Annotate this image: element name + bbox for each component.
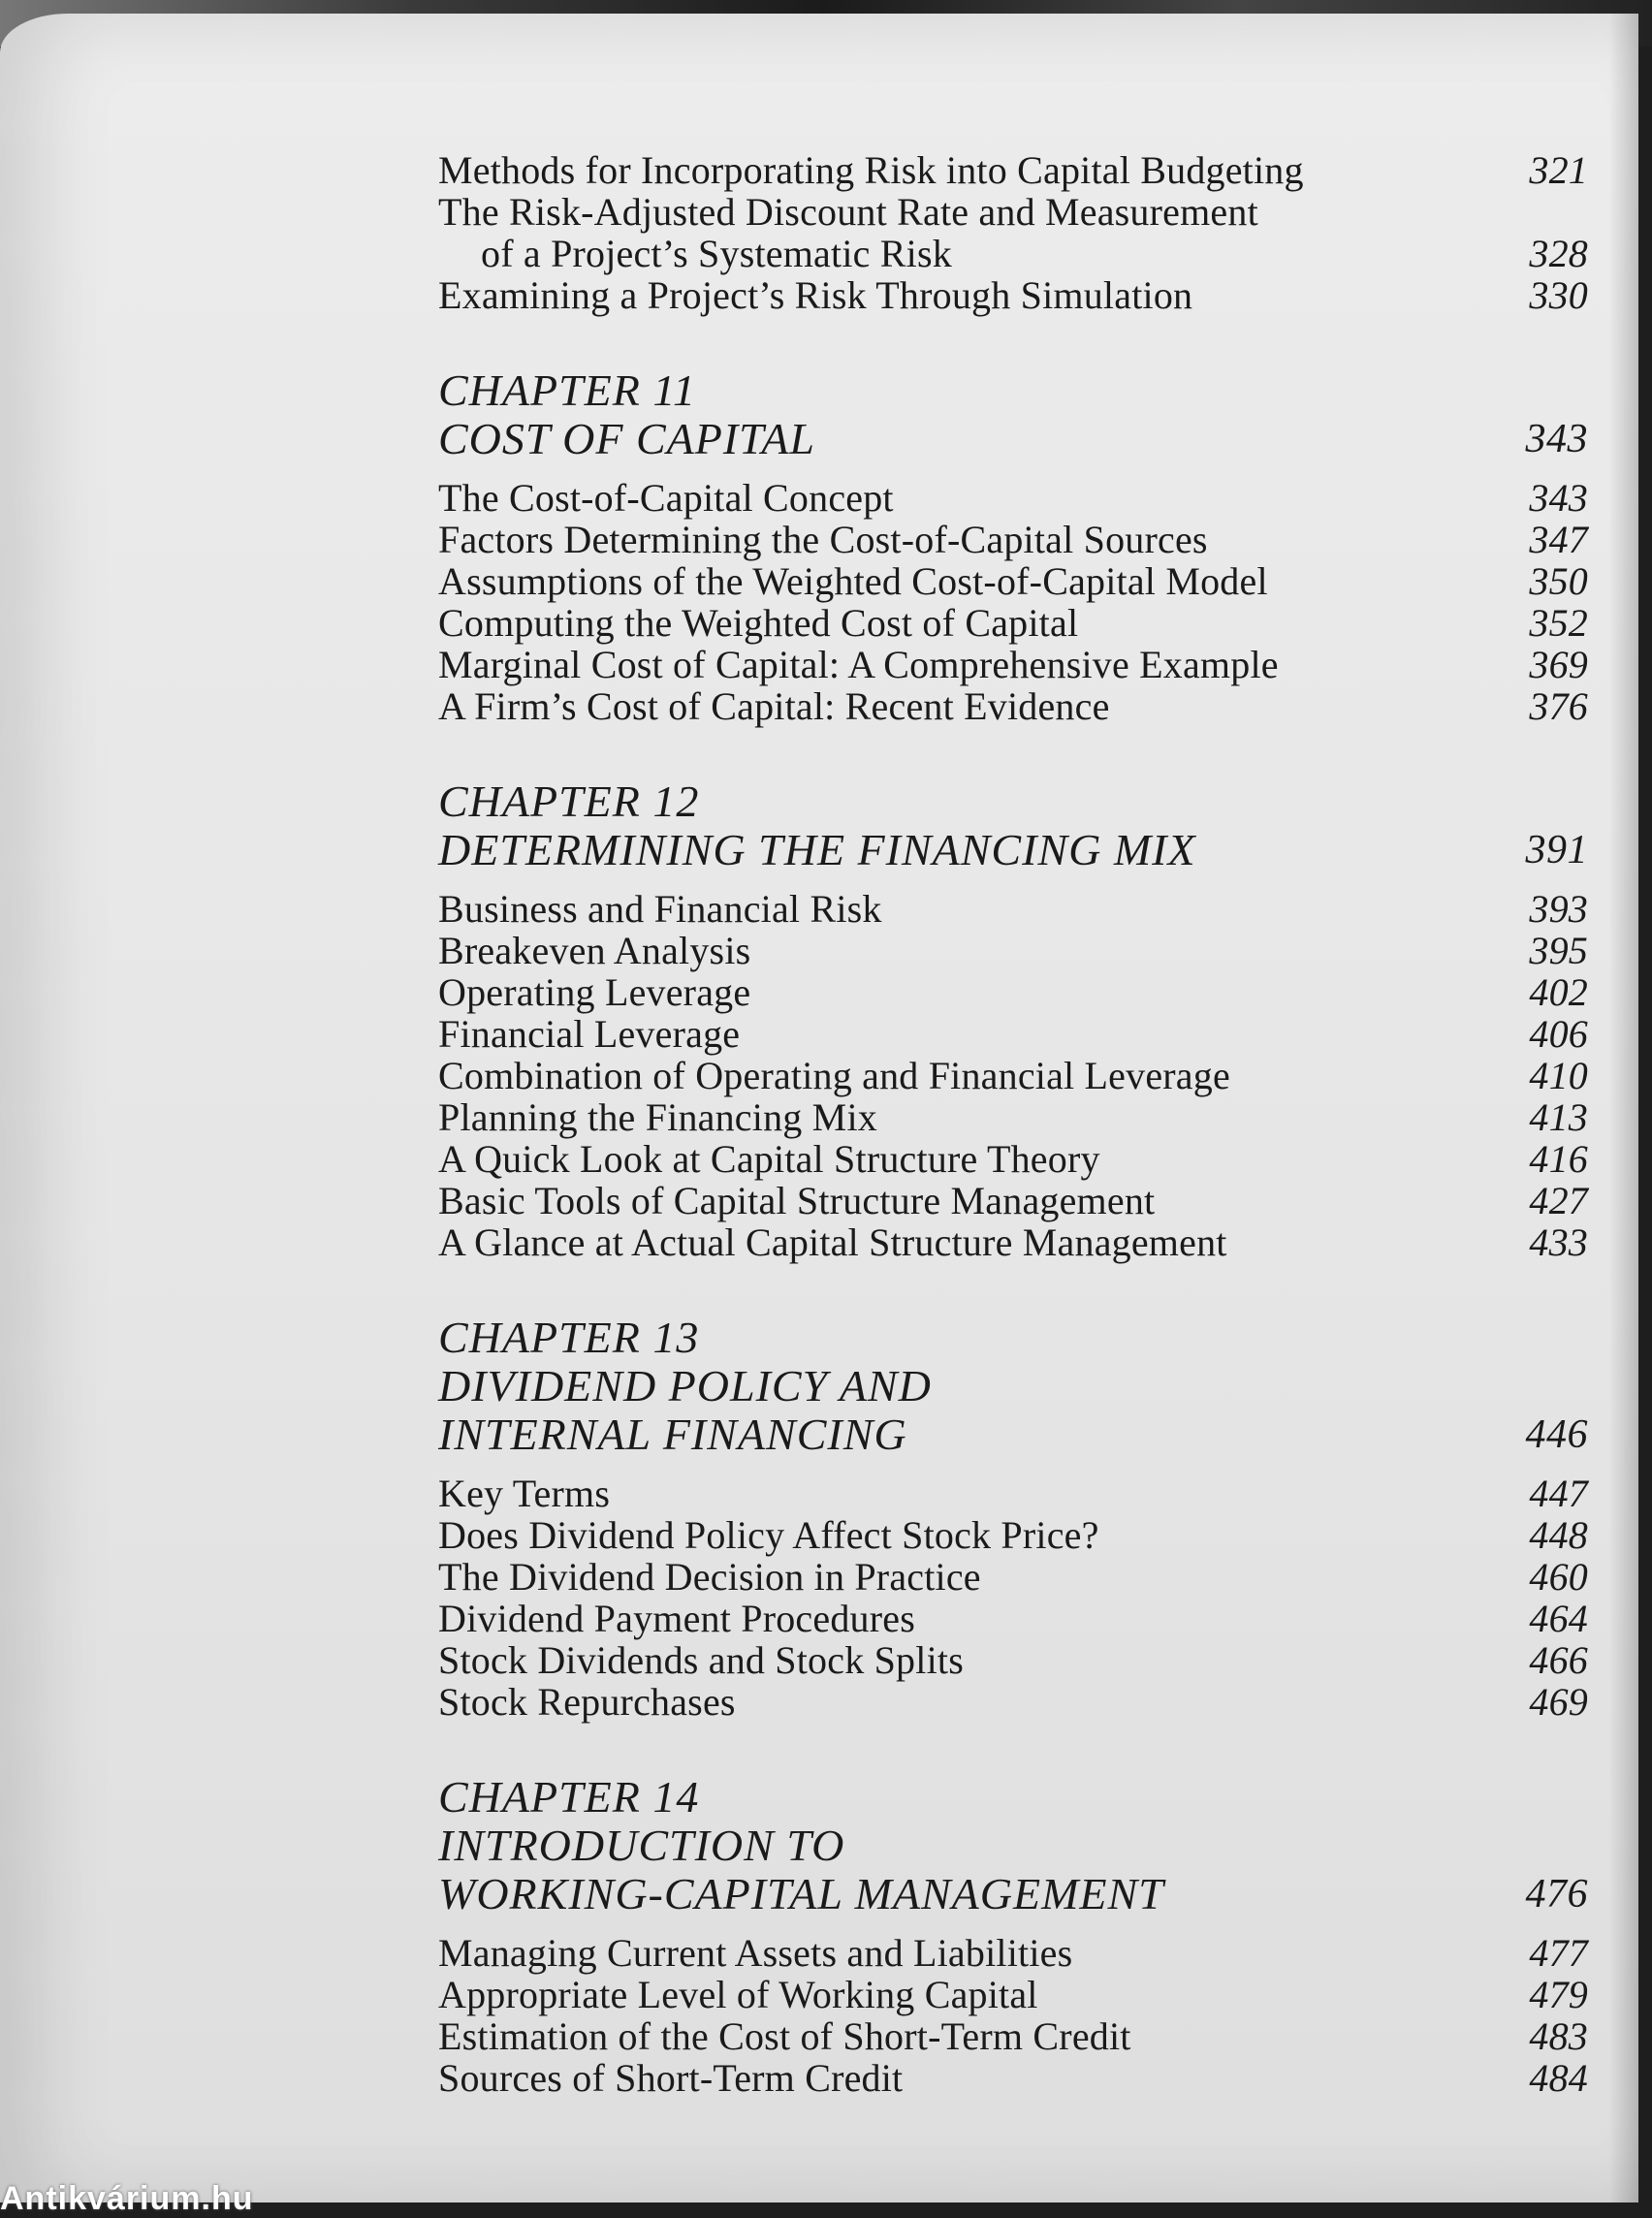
toc-entry-title: Does Dividend Policy Affect Stock Price? — [438, 1513, 1099, 1557]
toc-entry-title: Methods for Incorporating Risk into Capital Budgeting — [438, 148, 1304, 192]
chapter-heading — [438, 1773, 1588, 1918]
toc-entry-page-number: 427 — [1529, 1179, 1588, 1222]
toc-entry — [438, 2057, 1588, 2099]
toc-entry-title: Basic Tools of Capital Structure Management — [438, 1179, 1156, 1222]
chapter-heading — [438, 777, 1588, 874]
toc-entry-title: A Glance at Actual Capital Structure Management — [438, 1220, 1227, 1264]
chapter-section — [438, 1773, 1588, 2099]
toc-entry-page-number: 447 — [1529, 1472, 1588, 1515]
toc-entry-title: Computing the Weighted Cost of Capital — [438, 601, 1079, 645]
toc-entry-title: Sources of Short-Term Credit — [438, 2056, 904, 2100]
toc-entry-title: Business and Financial Risk — [438, 887, 882, 931]
toc-entry-title: The Cost-of-Capital Concept — [438, 476, 894, 520]
toc-entry-page-number: 352 — [1529, 601, 1588, 645]
toc-entry — [438, 930, 1588, 971]
toc-entry-page-number: 448 — [1529, 1513, 1588, 1557]
toc-entry — [438, 1013, 1588, 1055]
chapter-section — [438, 366, 1588, 727]
toc-entry-page-number: 410 — [1529, 1054, 1588, 1097]
chapter-page-number: 391 — [1525, 828, 1588, 872]
toc-entry — [438, 1932, 1588, 1974]
toc-entry-title: A Firm’s Cost of Capital: Recent Evidence — [438, 684, 1110, 728]
chapter-title-row — [438, 415, 1588, 463]
toc-entry-page-number: 347 — [1529, 518, 1588, 561]
toc-entry-title: Appropriate Level of Working Capital — [438, 1973, 1038, 2016]
toc-entry-title: Combination of Operating and Financial Leverage — [438, 1054, 1230, 1097]
chapter-title-row — [438, 826, 1588, 874]
toc-entry-title: The Dividend Decision in Practice — [438, 1555, 981, 1599]
toc-entry-title: Factors Determining the Cost-of-Capital Sources — [438, 518, 1208, 561]
toc-entry-page-number: 321 — [1529, 148, 1588, 192]
toc-entry-title: Managing Current Assets and Liabilities — [438, 1931, 1073, 1975]
toc-entry — [438, 149, 1588, 191]
toc-entry — [438, 1221, 1588, 1263]
toc-entry — [438, 560, 1588, 602]
chapter-title-row — [438, 1410, 1588, 1459]
toc-entry-title: Marginal Cost of Capital: A Comprehensive Example — [438, 643, 1279, 686]
toc-entry-title: Breakeven Analysis — [438, 929, 751, 972]
toc-entry — [438, 477, 1588, 519]
toc-entry — [438, 233, 1588, 274]
lead-entries — [438, 149, 1588, 316]
toc-entry-title: Examining a Project’s Risk Through Simulation — [438, 273, 1193, 317]
chapter-title: COST OF CAPITAL — [438, 414, 816, 463]
toc-entry-title: Planning the Financing Mix — [438, 1095, 877, 1139]
toc-entry-page-number: 466 — [1529, 1638, 1588, 1682]
toc-entry — [438, 519, 1588, 560]
toc-entry-page-number: 393 — [1529, 887, 1588, 931]
toc-entry-page-number: 483 — [1529, 2014, 1588, 2058]
chapter-label: CHAPTER 12 — [438, 776, 700, 826]
toc-entry — [438, 1055, 1588, 1096]
toc-entry-page-number: 330 — [1529, 273, 1588, 317]
toc-entry-page-number: 369 — [1529, 643, 1588, 686]
toc-entry — [438, 1598, 1588, 1639]
chapter-page-number: 343 — [1525, 417, 1588, 461]
toc-entry — [438, 971, 1588, 1013]
toc-entry-page-number: 484 — [1529, 2056, 1588, 2100]
toc-entry-page-number: 477 — [1529, 1931, 1588, 1975]
toc-entry-page-number: 416 — [1529, 1137, 1588, 1181]
toc-entry-page-number: 395 — [1529, 929, 1588, 972]
toc-entry-title: Dividend Payment Procedures — [438, 1597, 915, 1640]
toc-entry-page-number: 460 — [1529, 1555, 1588, 1599]
toc-entry-title: Stock Repurchases — [438, 1680, 736, 1724]
toc-entry — [438, 1180, 1588, 1221]
toc-entry-page-number: 402 — [1529, 970, 1588, 1014]
toc-entry-title: Estimation of the Cost of Short-Term Credit — [438, 2014, 1131, 2058]
toc-entry — [438, 644, 1588, 685]
toc-entry-title: The Risk-Adjusted Discount Rate and Measurement — [438, 190, 1258, 234]
toc-entry — [438, 602, 1588, 644]
toc-entry — [438, 1639, 1588, 1681]
toc-entry — [438, 1681, 1588, 1723]
toc-entry-title: Operating Leverage — [438, 970, 751, 1014]
toc-entry — [438, 1514, 1588, 1556]
toc-entry-page-number: 413 — [1529, 1095, 1588, 1139]
chapter-label: CHAPTER 14 — [438, 1772, 700, 1822]
chapter-title: INTERNAL FINANCING — [438, 1410, 907, 1459]
table-of-contents — [438, 149, 1588, 2099]
chapter-label: CHAPTER 11 — [438, 365, 696, 415]
toc-entry-title: of a Project’s Systematic Risk — [481, 232, 952, 275]
toc-entry — [438, 2015, 1588, 2057]
toc-entry-page-number: 350 — [1529, 559, 1588, 603]
toc-entry — [438, 1096, 1588, 1138]
chapter-page-number: 446 — [1525, 1412, 1588, 1457]
toc-entry — [438, 685, 1588, 727]
toc-entry — [438, 1473, 1588, 1514]
chapter-section — [438, 1314, 1588, 1723]
toc-entry — [438, 888, 1588, 930]
chapter-title: WORKING-CAPITAL MANAGEMENT — [438, 1869, 1164, 1918]
watermark: Antikvárium.hu — [0, 2180, 254, 2217]
toc-entry-page-number: 464 — [1529, 1597, 1588, 1640]
toc-entry-page-number: 406 — [1529, 1012, 1588, 1056]
book-page — [0, 14, 1638, 2202]
toc-entry-title: Financial Leverage — [438, 1012, 741, 1056]
toc-entry-title: Key Terms — [438, 1472, 611, 1515]
chapter-heading — [438, 366, 1588, 463]
chapter-page-number: 476 — [1525, 1872, 1588, 1917]
toc-entry — [438, 191, 1588, 233]
chapter-title-row — [438, 1870, 1588, 1918]
chapter-title: DETERMINING THE FINANCING MIX — [438, 825, 1196, 874]
toc-entry-page-number: 328 — [1529, 232, 1588, 275]
toc-entry-page-number: 433 — [1529, 1220, 1588, 1264]
toc-entry-page-number: 479 — [1529, 1973, 1588, 2016]
toc-entry-page-number: 376 — [1529, 684, 1588, 728]
toc-entry — [438, 1974, 1588, 2015]
toc-entry-title: A Quick Look at Capital Structure Theory — [438, 1137, 1100, 1181]
chapter-heading — [438, 1314, 1588, 1459]
chapter-label: CHAPTER 13 — [438, 1313, 700, 1362]
chapter-section — [438, 777, 1588, 1263]
chapter-title: DIVIDEND POLICY AND — [438, 1361, 932, 1410]
toc-entry-page-number: 343 — [1529, 476, 1588, 520]
toc-entry — [438, 1556, 1588, 1598]
toc-entry — [438, 1138, 1588, 1180]
toc-entry-page-number: 469 — [1529, 1680, 1588, 1724]
toc-entry — [438, 274, 1588, 316]
chapter-title: INTRODUCTION TO — [438, 1821, 845, 1870]
toc-entry-title: Stock Dividends and Stock Splits — [438, 1638, 964, 1682]
toc-entry-title: Assumptions of the Weighted Cost-of-Capital Model — [438, 559, 1268, 603]
